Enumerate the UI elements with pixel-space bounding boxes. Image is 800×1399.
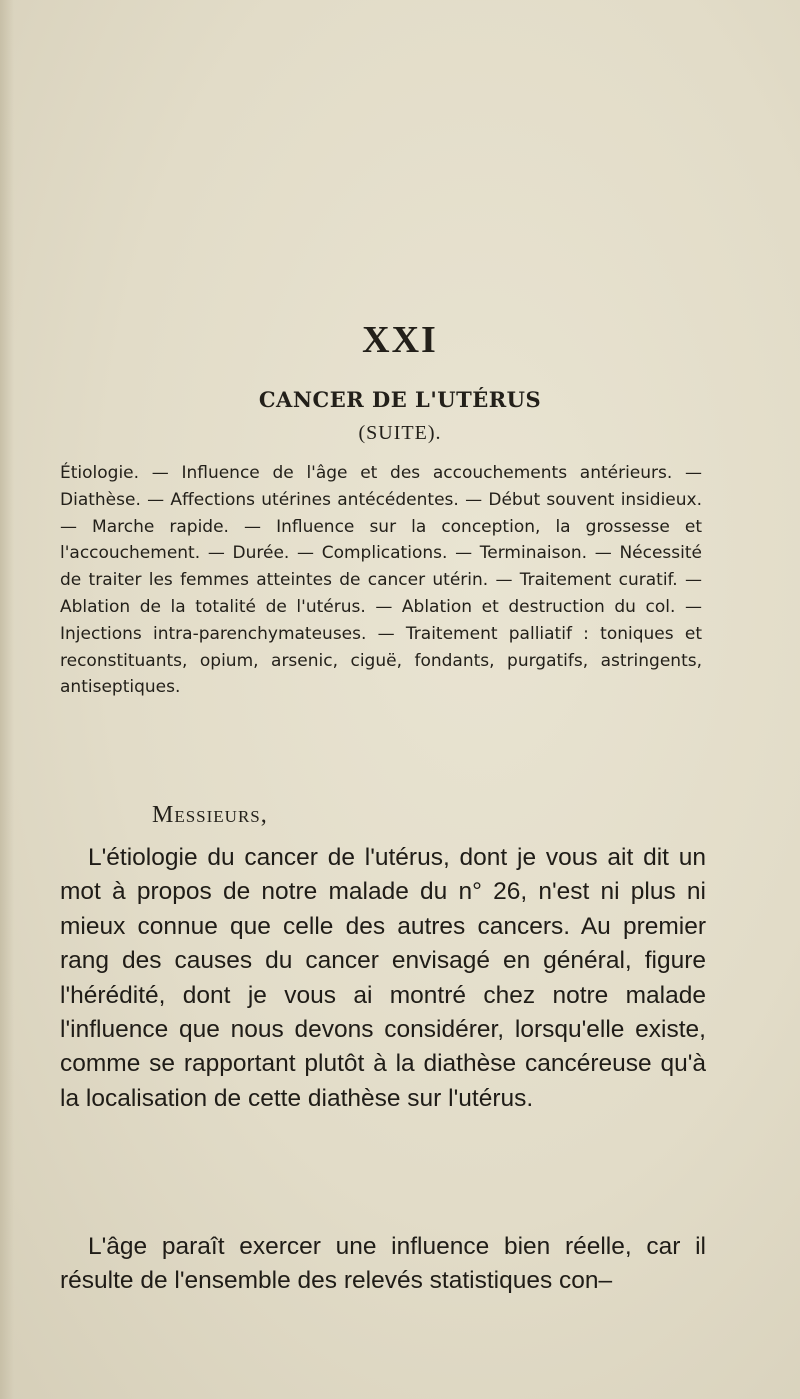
page-edge-shadow <box>0 0 14 1399</box>
salutation: Messieurs, <box>152 802 268 828</box>
body-paragraph-2: L'âge paraît exercer une influence bien réelle, car il résulte de l'ensemble des relevés statistiques con– <box>60 1233 706 1295</box>
chapter-title: CANCER DE L'UTÉRUS <box>258 387 542 412</box>
chapter-summary: Étiologie. — Influence de l'âge et des accouchements antérieurs. — Diathèse. — Affections utérines antécédentes. — Début souvent insidieux. — Marche rapide. — Influence sur la conception, la grossesse et l'accouchement. — Durée. — Complications. — Terminaison. — Nécessité de traiter les femmes atteintes de cancer utérin. — Traitement curatif. — Ablation de la totalité de l'utérus. — Ablation et destruction du col. — Injections intra-parenchymateuses. — Traitement palliatif : toniques et reconstituants, opium, arsenic, ciguë, fondants, purgatifs, astringents, antiseptiques. <box>60 463 702 698</box>
body-paragraph-1: L'étiologie du cancer de l'utérus, dont je vous ait dit un mot à propos de notre malade du n° 26, n'est ni plus ni mieux connue que celle des autres cancers. Au premier rang des causes du cancer envisagé en général, figure l'hérédité, dont je vous ai montré chez notre malade l'influence que nous devons considérer, lorsqu'elle existe, comme se rapportant plutôt à la diathèse cancéreuse qu'à la localisation de cette diathèse sur l'utérus. <box>60 844 706 1112</box>
chapter-number: XXI <box>362 319 438 361</box>
chapter-subtitle: (SUITE). <box>358 422 442 444</box>
